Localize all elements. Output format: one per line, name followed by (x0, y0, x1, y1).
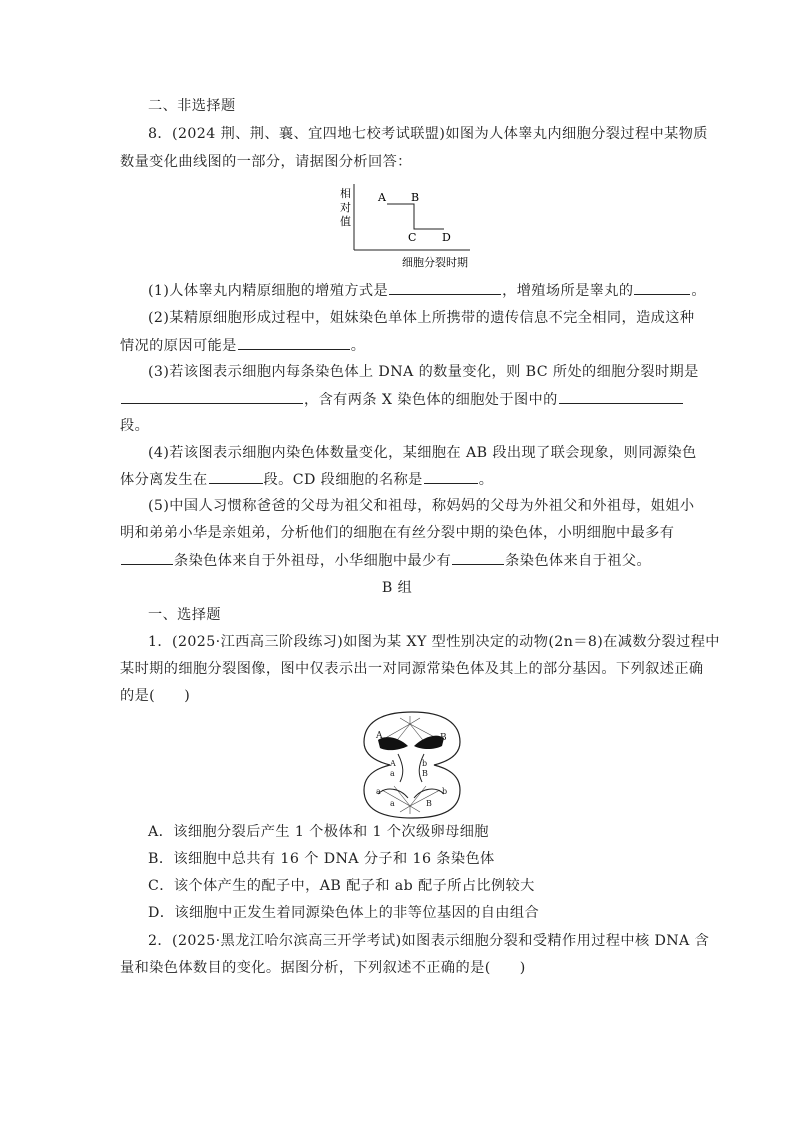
q1-option-c[interactable]: C．该个体产生的配子中，AB 配子和 ab 配子所占比例较大 (148, 878, 535, 894)
section-heading-b: 一、选择题 (148, 607, 221, 623)
answer-blank[interactable] (209, 469, 263, 484)
answer-blank[interactable] (389, 280, 501, 295)
answer-blank[interactable] (121, 550, 173, 565)
q1-stem-line3: 的是( ) (120, 688, 191, 704)
answer-blank[interactable] (634, 280, 690, 295)
q8-stem-line1: 8．(2024 荆、荆、襄、宜四地七校考试联盟)如图为人体睾丸内细胞分裂过程中某物质 (148, 126, 708, 142)
x-axis-label: 细胞分裂时期 (402, 256, 468, 269)
group-heading: B 组 (381, 580, 413, 596)
gene-label: A (376, 731, 383, 741)
q8-stem-line2: 数量变化曲线图的一部分，请据图分析回答： (120, 154, 412, 170)
q8-part1: (1)人体睾丸内精原细胞的增殖方式是 ，增殖场所是睾丸的 。 (148, 280, 676, 301)
q2-stem-line1: 2．(2025·黑龙江哈尔滨高三开学考试)如图表示细胞分裂和受精作用过程中核 DNA 含 (148, 933, 710, 949)
answer-blank[interactable] (238, 335, 350, 350)
answer-blank[interactable] (121, 389, 303, 404)
cell-membrane (364, 712, 460, 818)
q1-stem-line2: 某时期的细胞分裂图像，图中仅表示出一对同源常染色体及其上的部分基因。下列叙述正确 (120, 661, 704, 677)
q1-option-b[interactable]: B．该细胞中总共有 16 个 DNA 分子和 16 条染色体 (148, 851, 495, 867)
gene-label: a (376, 787, 381, 796)
section-heading: 二、非选择题 (148, 98, 236, 114)
point-label-c: C (408, 231, 417, 244)
y-label-2: 对 (340, 201, 351, 214)
point-label-a: A (378, 191, 386, 204)
q1-option-a[interactable]: A．该细胞分裂后产生 1 个极体和 1 个次级卵母细胞 (148, 824, 489, 840)
answer-blank[interactable] (424, 469, 478, 484)
gene-label: B (440, 733, 447, 743)
q8-part3-line3: 段。 (120, 418, 150, 434)
gene-label: b (442, 787, 448, 796)
gene-label: A (390, 759, 396, 768)
q2-stem-line2: 量和染色体数目的变化。据图分析，下列叙述不正确的是( ) (120, 960, 526, 976)
answer-blank[interactable] (452, 550, 504, 565)
gene-label: b (422, 759, 428, 768)
q8-part5-line3: 条染色体来自于外祖母，小华细胞中最少有 条染色体来自于祖父。 (120, 550, 676, 571)
q8-part5-line2: 明和弟弟小华是亲姐弟，分析他们的细胞在有丝分裂中期的染色体，小明细胞中最多有 (120, 525, 675, 541)
gene-label: B (422, 769, 428, 778)
y-label-1: 相 (340, 187, 351, 200)
q8-part2-line2: 情况的原因可能是 。 (120, 335, 676, 356)
q1-option-d[interactable]: D．该细胞中正发生着同源染色体上的非等位基因的自由组合 (148, 905, 540, 921)
q8-part3-line2: ，含有两条 X 染色体的细胞处于图中的 (120, 389, 676, 410)
gene-label: a (390, 799, 395, 808)
q8-part4-line2: 体分离发生在 段。CD 段细胞的名称是 。 (120, 469, 676, 490)
step-curve (387, 204, 444, 229)
point-label-d: D (442, 231, 451, 244)
q8-graph (330, 180, 490, 272)
q8-part3-line1: (3)若该图表示细胞内每条染色体上 DNA 的数量变化，则 BC 所处的细胞分裂时期是 (148, 364, 699, 380)
q8-part4-line1: (4)若该图表示细胞内染色体数量变化，某细胞在 AB 段出现了联会现象，则同源染色 (148, 445, 697, 461)
q8-part2-line1: (2)某精原细胞形成过程中，姐妹染色单体上所携带的遗传信息不完全相同，造成这种 (148, 310, 695, 326)
point-label-b: B (411, 191, 420, 204)
answer-blank[interactable] (559, 389, 683, 404)
q1-stem-line1: 1．(2025·江西高三阶段练习)如图为某 XY 型性别决定的动物(2n＝8)在减数分裂过程中 (148, 634, 720, 650)
cell-division-figure (360, 710, 464, 820)
q8-part5-line1: (5)中国人习惯称爸爸的父母为祖父和祖母，称妈妈的父母为外祖父和外祖母，姐姐小 (148, 498, 695, 514)
gene-label: B (426, 799, 432, 808)
gene-label: a (390, 769, 395, 778)
y-label-3: 值 (340, 215, 351, 228)
